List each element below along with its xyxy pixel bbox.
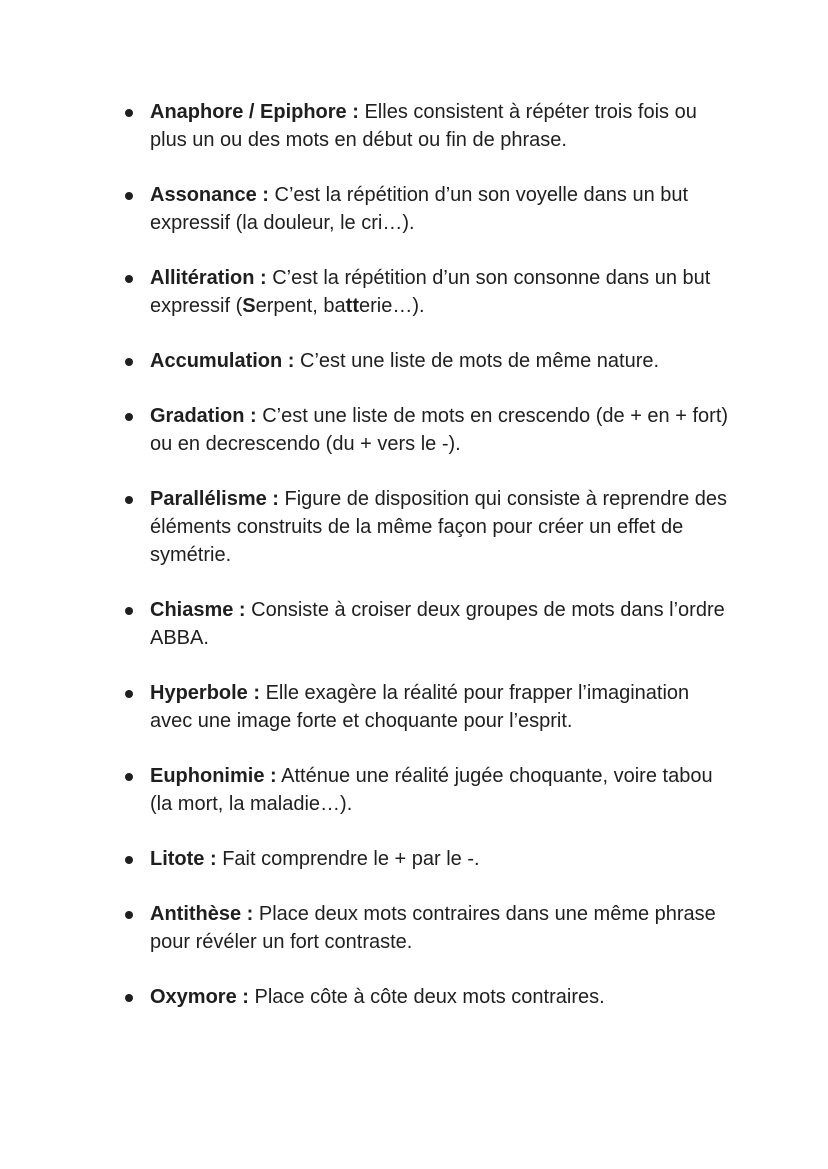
figure-definition: Fait comprendre le + par le -. [216, 848, 480, 870]
figure-definition: Elle exagère la réalité pour frapper l’imagination avec une image forte et choquante pour l’esprit. [150, 682, 690, 732]
list-item-gradation [123, 402, 733, 458]
figure-definition-part: erpent, ba [255, 295, 346, 317]
figure-term: Gradation : [150, 405, 257, 427]
figure-definition: C’est la répétition d’un son voyelle dans un but expressif (la douleur, le cri…). [150, 184, 689, 234]
bullet-icon [125, 358, 133, 366]
bullet-icon [125, 413, 133, 421]
bullet-icon [125, 192, 133, 200]
bullet-icon [125, 275, 133, 283]
figure-definition-emphasis: tt [345, 295, 359, 317]
figure-definition-part: C’est la répétition d’un son consonne dans un but expressif ( [150, 267, 711, 317]
list-item-euphonimie [123, 762, 733, 818]
figure-definition: Place deux mots contraires dans une même phrase pour révéler un fort contraste. [150, 903, 716, 953]
figure-definition-part: erie…). [359, 295, 425, 317]
list-item-chiasme [123, 596, 733, 652]
figure-definition-emphasis: S [242, 295, 256, 317]
bullet-icon [125, 496, 133, 504]
figure-term: Oxymore : [150, 986, 249, 1008]
list-item-accumulation [123, 347, 733, 375]
figure-term: Parallélisme : [150, 488, 279, 510]
figure-term: Chiasme : [150, 599, 246, 621]
figure-definition: Place côte à côte deux mots contraires. [248, 986, 605, 1008]
list-item-anaphore [123, 98, 733, 154]
list-item-litote [123, 845, 733, 873]
figure-term: Antithèse : [150, 903, 254, 925]
list-item-oxymore [123, 983, 733, 1011]
figure-term: Anaphore / Epiphore : [150, 101, 359, 123]
bullet-icon [125, 856, 133, 864]
list-item-assonance [123, 181, 733, 237]
figure-term: Assonance : [150, 184, 269, 206]
figure-definition: C’est une liste de mots de même nature. [294, 350, 660, 372]
figure-definition: C’est une liste de mots en crescendo (de + en + fort) ou en decrescendo (du + vers le -). [150, 405, 729, 455]
list-item-alliteration [123, 264, 733, 320]
list-item-hyperbole [123, 679, 733, 735]
figure-definition: Figure de disposition qui consiste à reprendre des éléments construits de la même façon pour créer un effet de symétrie. [150, 488, 728, 566]
figure-term: Accumulation : [150, 350, 295, 372]
list-item-antithese [123, 900, 733, 956]
figure-term: Litote : [150, 848, 217, 870]
figure-term: Euphonimie : [150, 765, 277, 787]
bullet-icon [125, 773, 133, 781]
bullet-icon [125, 690, 133, 698]
bullet-icon [125, 109, 133, 117]
bullet-icon [125, 994, 133, 1002]
figure-term: Allitération : [150, 267, 267, 289]
figure-definition: Atténue une réalité jugée choquante, voire tabou (la mort, la maladie…). [150, 765, 713, 815]
bullet-icon [125, 607, 133, 615]
list-item-parallelisme [123, 485, 733, 569]
bullet-icon [125, 911, 133, 919]
figure-term: Hyperbole : [150, 682, 261, 704]
figures-list [123, 98, 733, 1038]
figure-definition: Elles consistent à répéter trois fois ou plus un ou des mots en début ou fin de phrase. [150, 101, 697, 151]
figure-definition: Consiste à croiser deux groupes de mots dans l’ordre ABBA. [150, 599, 725, 649]
